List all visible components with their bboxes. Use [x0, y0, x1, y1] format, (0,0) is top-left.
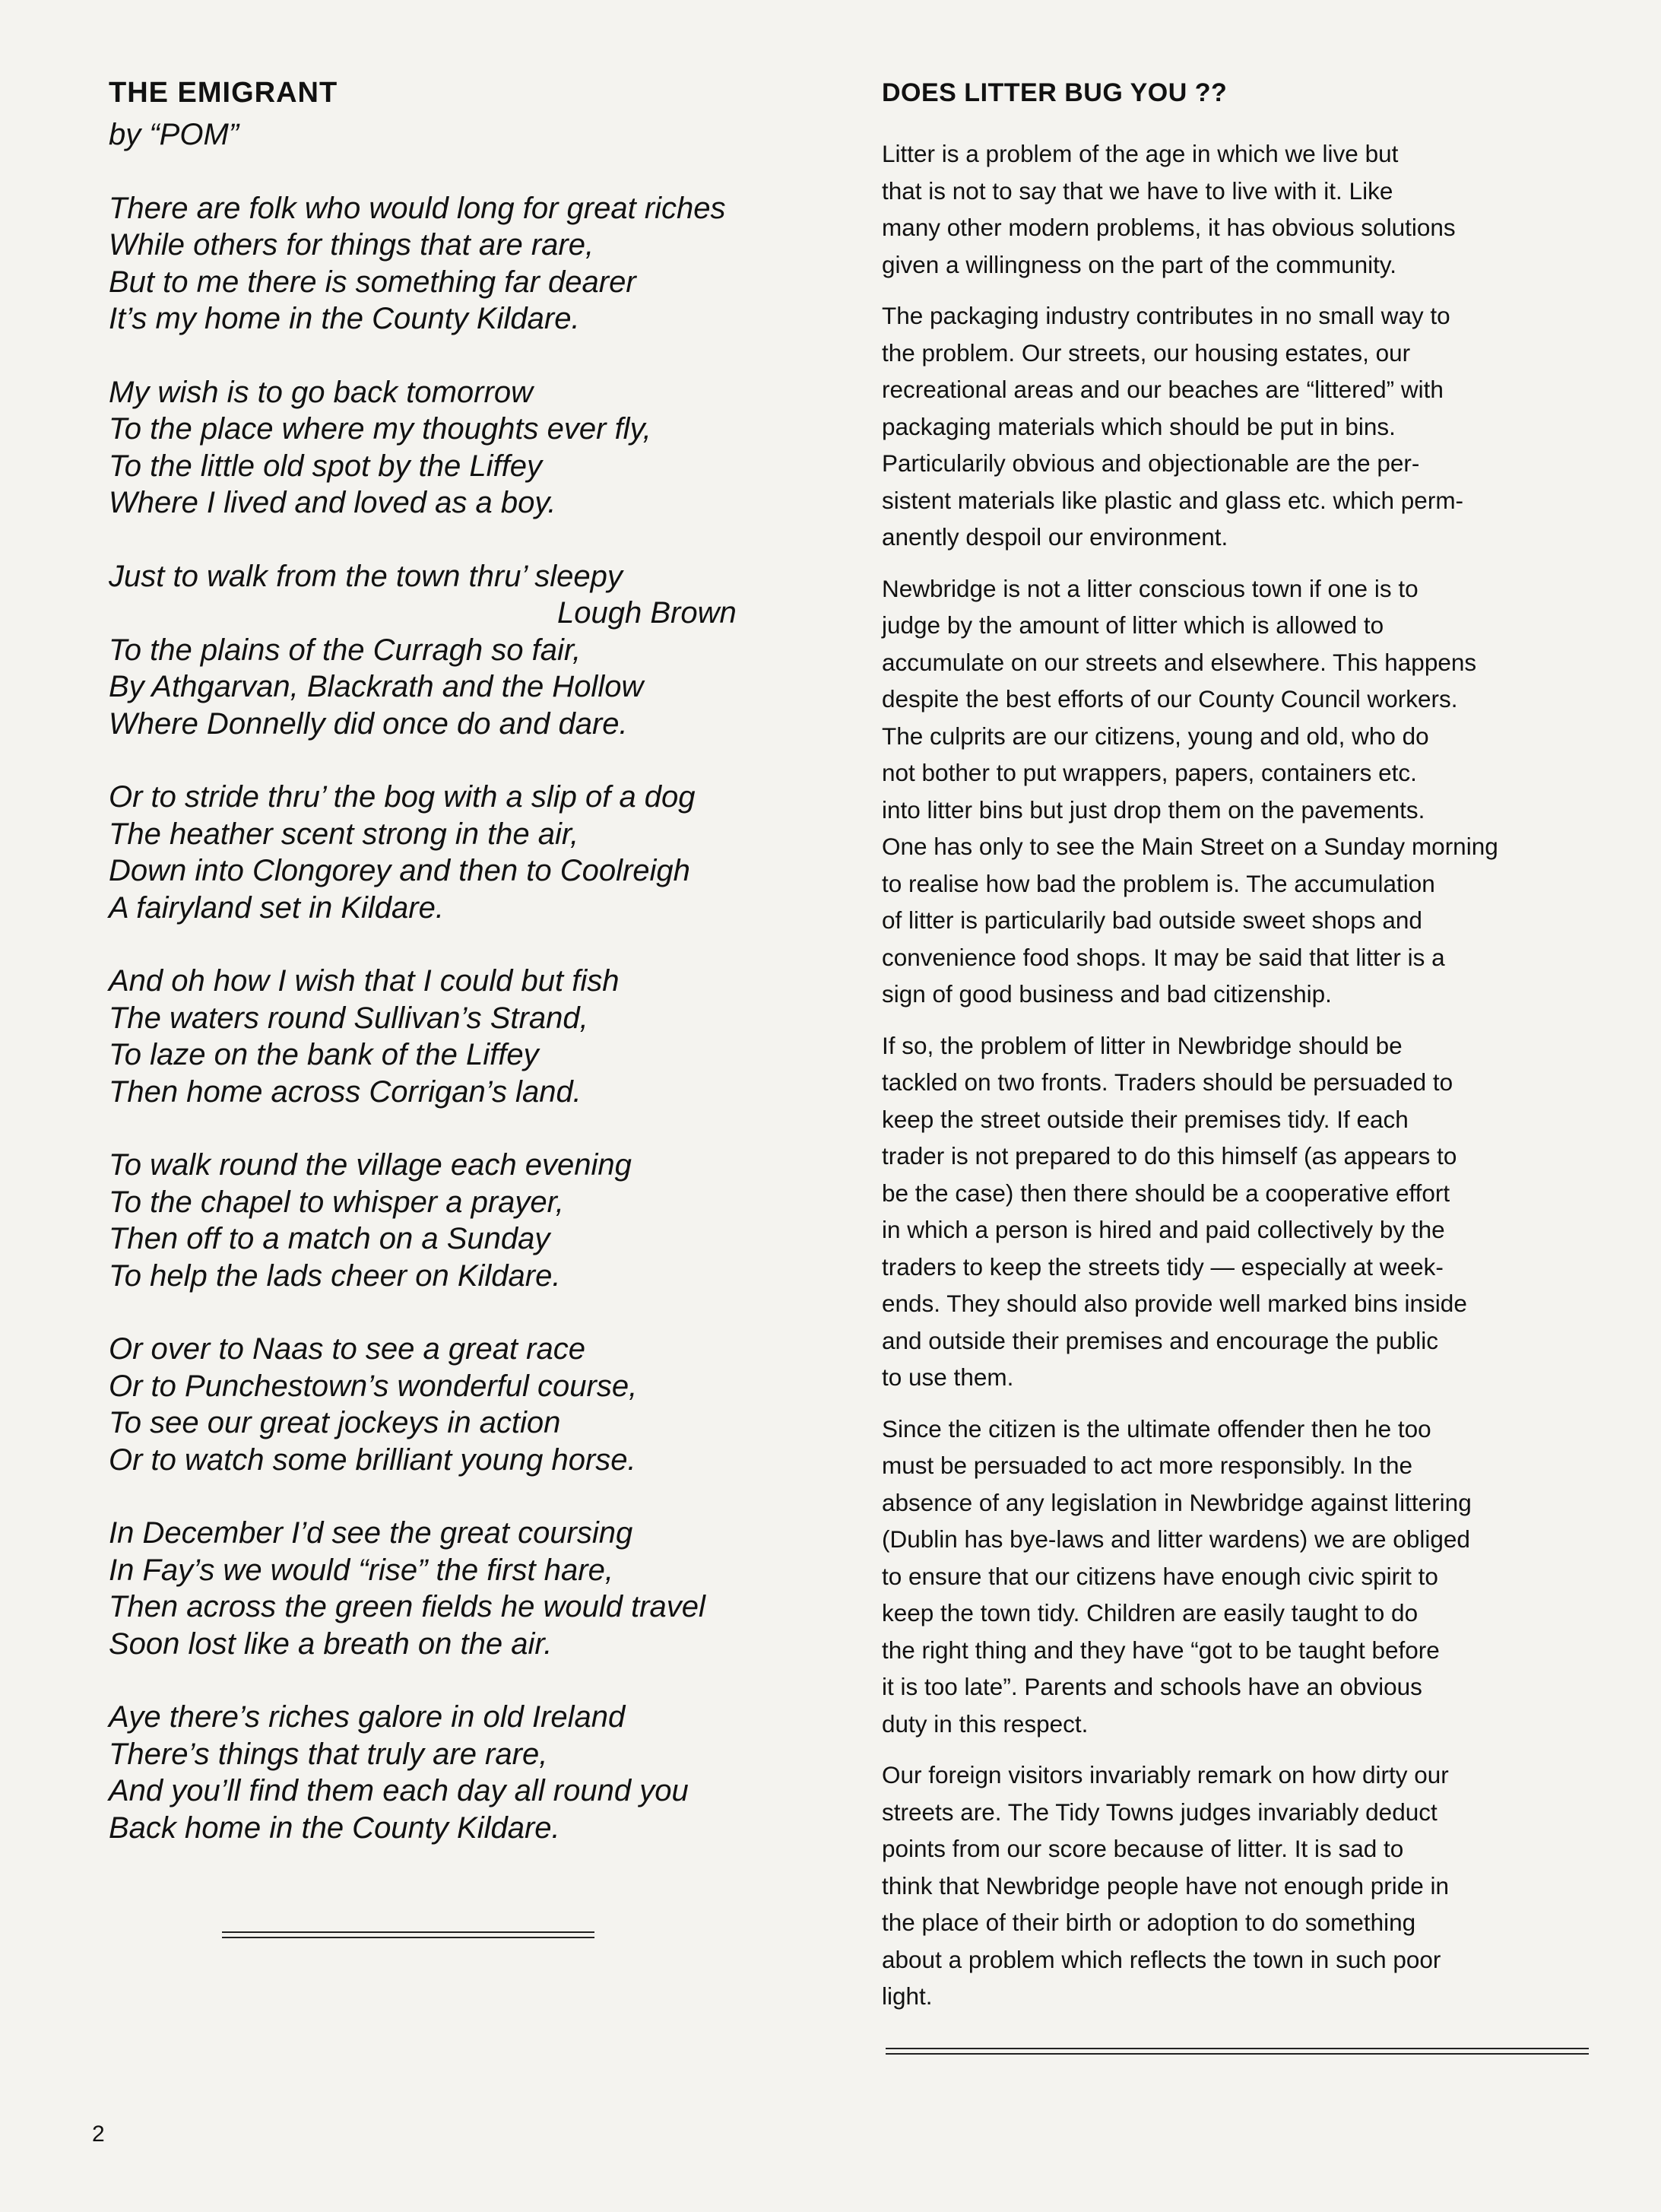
poem-line: Or to Punchestown’s wonderful course,	[109, 1369, 638, 1403]
text-line: Particularily obvious and objectionable are the per-	[882, 449, 1420, 478]
poem-end-divider	[222, 1931, 594, 1938]
text-line: The packaging industry contributes in no small way to	[882, 302, 1450, 330]
poem-line: There’s things that truly are rare,	[109, 1737, 548, 1771]
stanza	[109, 779, 823, 926]
text-line: traders to keep the streets tidy — especially at week-	[882, 1252, 1444, 1281]
poem-line-continuation: Lough Brown	[557, 596, 737, 630]
text-line: the right thing and they have “got to be taught before	[882, 1636, 1440, 1664]
text-line: The culprits are our citizens, young and old, who do	[882, 722, 1429, 750]
stanza	[109, 1515, 823, 1662]
text-line: it is too late”. Parents and schools have an obvious	[882, 1673, 1422, 1701]
article-end-divider	[886, 2048, 1589, 2055]
text-line: to ensure that our citizens have enough civic spirit to	[882, 1562, 1438, 1590]
text-line: be the case) then there should be a cooperative effort	[882, 1179, 1450, 1207]
text-line: sistent materials like plastic and glass etc. which perm-	[882, 486, 1464, 514]
poem-line: Aye there’s riches galore in old Ireland	[109, 1700, 626, 1734]
poem-line: Just to walk from the town thru’ sleepy	[109, 559, 623, 593]
text-line: tackled on two fronts. Traders should be persuaded to	[882, 1068, 1453, 1096]
stanza	[109, 1699, 823, 1846]
poem-line: Then across the green fields he would travel	[109, 1590, 705, 1624]
text-line: accumulate on our streets and elsewhere. This happens	[882, 648, 1477, 676]
text-line: streets are. The Tidy Towns judges invariably deduct	[882, 1798, 1438, 1826]
text-line: think that Newbridge people have not enough pride in	[882, 1871, 1450, 1899]
poem-line: Or to stride thru’ the bog with a slip of a dog	[109, 780, 696, 814]
poem-line: But to me there is something far dearer	[109, 265, 636, 299]
poem-line: The heather scent strong in the air,	[109, 817, 579, 851]
poem-line: The waters round Sullivan’s Strand,	[109, 1001, 588, 1035]
text-line: recreational areas and our beaches are “littered” with	[882, 376, 1444, 404]
poem-line: Where I lived and loved as a boy.	[109, 486, 556, 520]
poem-line: In Fay’s we would “rise” the first hare,	[109, 1553, 613, 1587]
poem-line: And you’ll find them each day all round you	[109, 1774, 689, 1808]
text-line: ends. They should also provide well marked bins inside	[882, 1290, 1467, 1318]
text-line: that is not to say that we have to live with it. Like	[882, 176, 1393, 205]
poem-line: Then off to a match on a Sunday	[109, 1222, 550, 1256]
text-line: not bother to put wrappers, papers, containers etc.	[882, 759, 1417, 787]
poem-line: To the chapel to whisper a prayer,	[109, 1185, 564, 1219]
text-line: anently despoil our environment.	[882, 523, 1228, 551]
text-line: the problem. Our streets, our housing estates, our	[882, 338, 1411, 367]
text-line: Newbridge is not a litter conscious town if one is to	[882, 574, 1419, 602]
page-number: 2	[92, 2122, 105, 2147]
article-title: DOES LITTER BUG YOU ??	[882, 78, 1228, 107]
article-paragraph	[882, 135, 1600, 283]
text-line: points from our score because of litter. It is sad to	[882, 1835, 1404, 1863]
poem-line: It’s my home in the County Kildare.	[109, 302, 580, 336]
article-body	[882, 135, 1600, 2015]
text-line: of litter is particularily bad outside sweet shops and	[882, 906, 1422, 935]
poem-column	[109, 76, 823, 1846]
poem-line: To walk round the village each evening	[109, 1148, 632, 1182]
poem-line: Then home across Corrigan’s land.	[109, 1074, 582, 1109]
text-line: Litter is a problem of the age in which we live but	[882, 140, 1399, 168]
poem-line: While others for things that are rare,	[109, 228, 594, 262]
text-line: sign of good business and bad citizenship.	[882, 980, 1332, 1008]
text-line: keep the town tidy. Children are easily taught to do	[882, 1599, 1419, 1627]
poem-line: To laze on the bank of the Liffey	[109, 1038, 539, 1072]
text-line: many other modern problems, it has obvious solutions	[882, 214, 1456, 242]
text-line: Our foreign visitors invariably remark on how dirty our	[882, 1761, 1449, 1789]
poem-line: To the plains of the Curragh so fair,	[109, 633, 582, 667]
poem-line: In December I’d see the great coursing	[109, 1516, 633, 1550]
poem-title: THE EMIGRANT	[109, 77, 338, 109]
stanza	[109, 558, 823, 743]
poem-line: And oh how I wish that I could but fish	[109, 964, 620, 998]
text-line: convenience food shops. It may be said that litter is a	[882, 943, 1445, 971]
stanza	[109, 374, 823, 522]
poem-line: Where Donnelly did once do and dare.	[109, 706, 628, 741]
text-line: packaging materials which should be put in bins.	[882, 412, 1396, 440]
article-paragraph	[882, 1757, 1600, 2015]
text-line: Since the citizen is the ultimate offender then he too	[882, 1414, 1431, 1442]
text-line: and outside their premises and encourage the public	[882, 1326, 1438, 1354]
poem-line: To the place where my thoughts ever fly,	[109, 412, 651, 446]
stanza	[109, 190, 823, 338]
text-line: despite the best efforts of our County Council workers.	[882, 685, 1458, 713]
poem-line: There are folk who would long for great riches	[109, 191, 726, 225]
article-paragraph	[882, 297, 1600, 556]
stanza	[109, 1331, 823, 1478]
poem-line: To see our great jockeys in action	[109, 1406, 561, 1440]
stanza	[109, 1147, 823, 1294]
poem-line: Or to watch some brilliant young horse.	[109, 1442, 636, 1477]
poem-line: Or over to Naas to see a great race	[109, 1332, 585, 1366]
poem-line: To the little old spot by the Liffey	[109, 449, 542, 483]
text-line: absence of any legislation in Newbridge against littering	[882, 1488, 1472, 1516]
text-line: One has only to see the Main Street on a Sunday morning	[882, 833, 1498, 861]
text-line: to realise how bad the problem is. The accumulation	[882, 869, 1435, 897]
text-line: keep the street outside their premises tidy. If each	[882, 1105, 1409, 1133]
text-line: If so, the problem of litter in Newbridge should be	[882, 1031, 1403, 1059]
poem-line: Back home in the County Kildare.	[109, 1811, 560, 1845]
text-line: (Dublin has bye-laws and litter wardens) we are obliged	[882, 1525, 1470, 1553]
text-line: judge by the amount of litter which is allowed to	[882, 611, 1384, 639]
article-column	[882, 76, 1600, 2030]
article-paragraph	[882, 570, 1600, 1013]
text-line: light.	[882, 1982, 933, 2010]
text-line: duty in this respect.	[882, 1709, 1089, 1738]
text-line: into litter bins but just drop them on the pavements.	[882, 795, 1425, 824]
text-line: must be persuaded to act more responsibly. In the	[882, 1452, 1413, 1480]
text-line: the place of their birth or adoption to do something	[882, 1909, 1416, 1937]
poem-author: by “POM”	[109, 117, 239, 151]
article-paragraph	[882, 1027, 1600, 1396]
text-line: to use them.	[882, 1363, 1014, 1392]
article-paragraph	[882, 1411, 1600, 1743]
stanza	[109, 963, 823, 1110]
poem-line: My wish is to go back tomorrow	[109, 375, 533, 409]
text-line: about a problem which reflects the town in such poor	[882, 1945, 1441, 1973]
poem-line: To help the lads cheer on Kildare.	[109, 1258, 561, 1293]
text-line: trader is not prepared to do this himself (as appears to	[882, 1142, 1457, 1170]
text-line: in which a person is hired and paid collectively by the	[882, 1216, 1445, 1244]
poem-line: A fairyland set in Kildare.	[109, 890, 444, 925]
poem-line: By Athgarvan, Blackrath and the Hollow	[109, 670, 644, 704]
poem-line: Down into Clongorey and then to Coolreigh	[109, 854, 690, 888]
poem-line: Soon lost like a breath on the air.	[109, 1626, 553, 1661]
text-line: given a willingness on the part of the community.	[882, 250, 1397, 278]
